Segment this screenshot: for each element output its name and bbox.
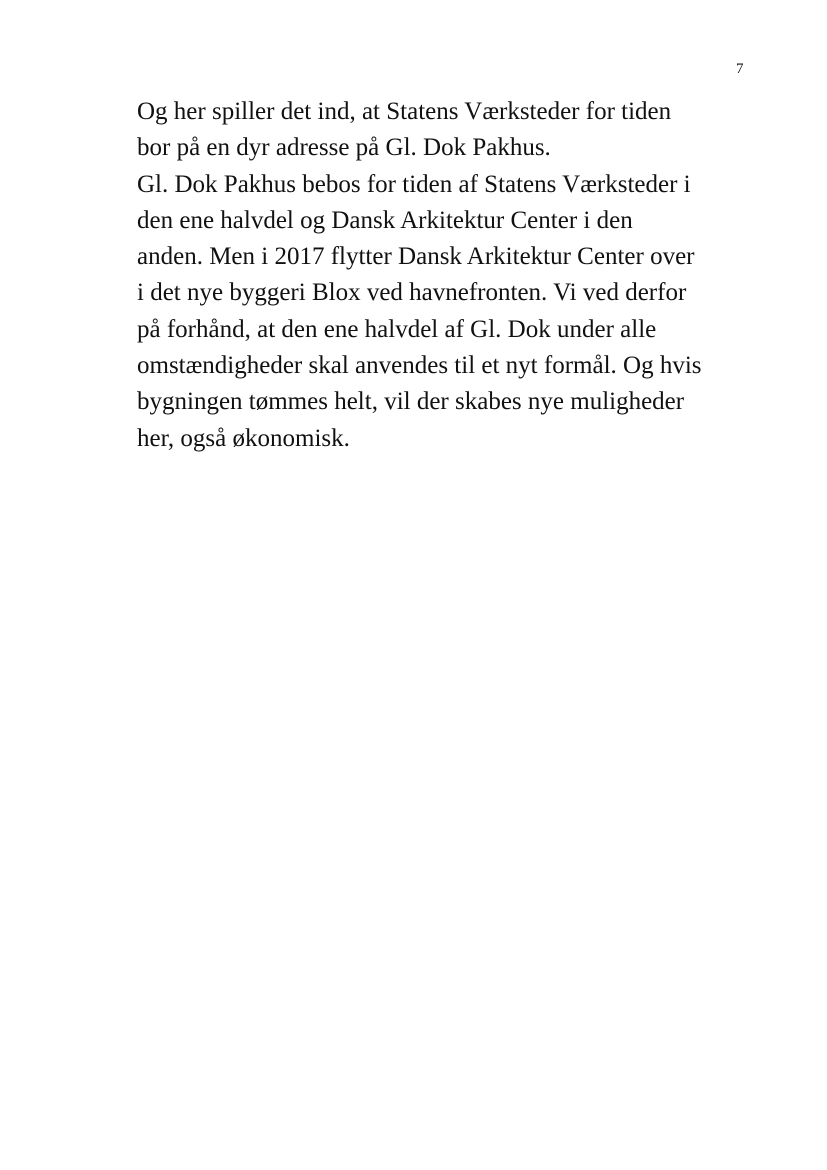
text-line: Og her spiller det ind, at Statens Værksteder for tiden [137,98,672,125]
body-text [137,94,777,457]
text-line: anden. Men i 2017 flytter Dansk Arkitektur Center over [137,243,695,271]
page-number: 7 [736,61,744,77]
text-line: bygningen tømmes helt, vil der skabes nye muligheder [137,388,685,416]
text-line: bor på en dyr adresse på Gl. Dok Pakhus. [137,134,551,162]
text-line: på forhånd, at den ene halvdel af Gl. Dok under alle [137,315,657,343]
text-line: her, også økonomisk. [137,424,350,452]
text-line: Gl. Dok Pakhus bebos for tiden af Statens Værksteder i [137,170,691,198]
text-line: den ene halvdel og Dansk Arkitektur Center i den [137,206,633,234]
text-line: i det nye byggeri Blox ved havnefronten. Vi ved derfor [137,279,687,307]
text-line: omstændigheder skal anvendes til et nyt formål. Og hvis [137,352,702,380]
